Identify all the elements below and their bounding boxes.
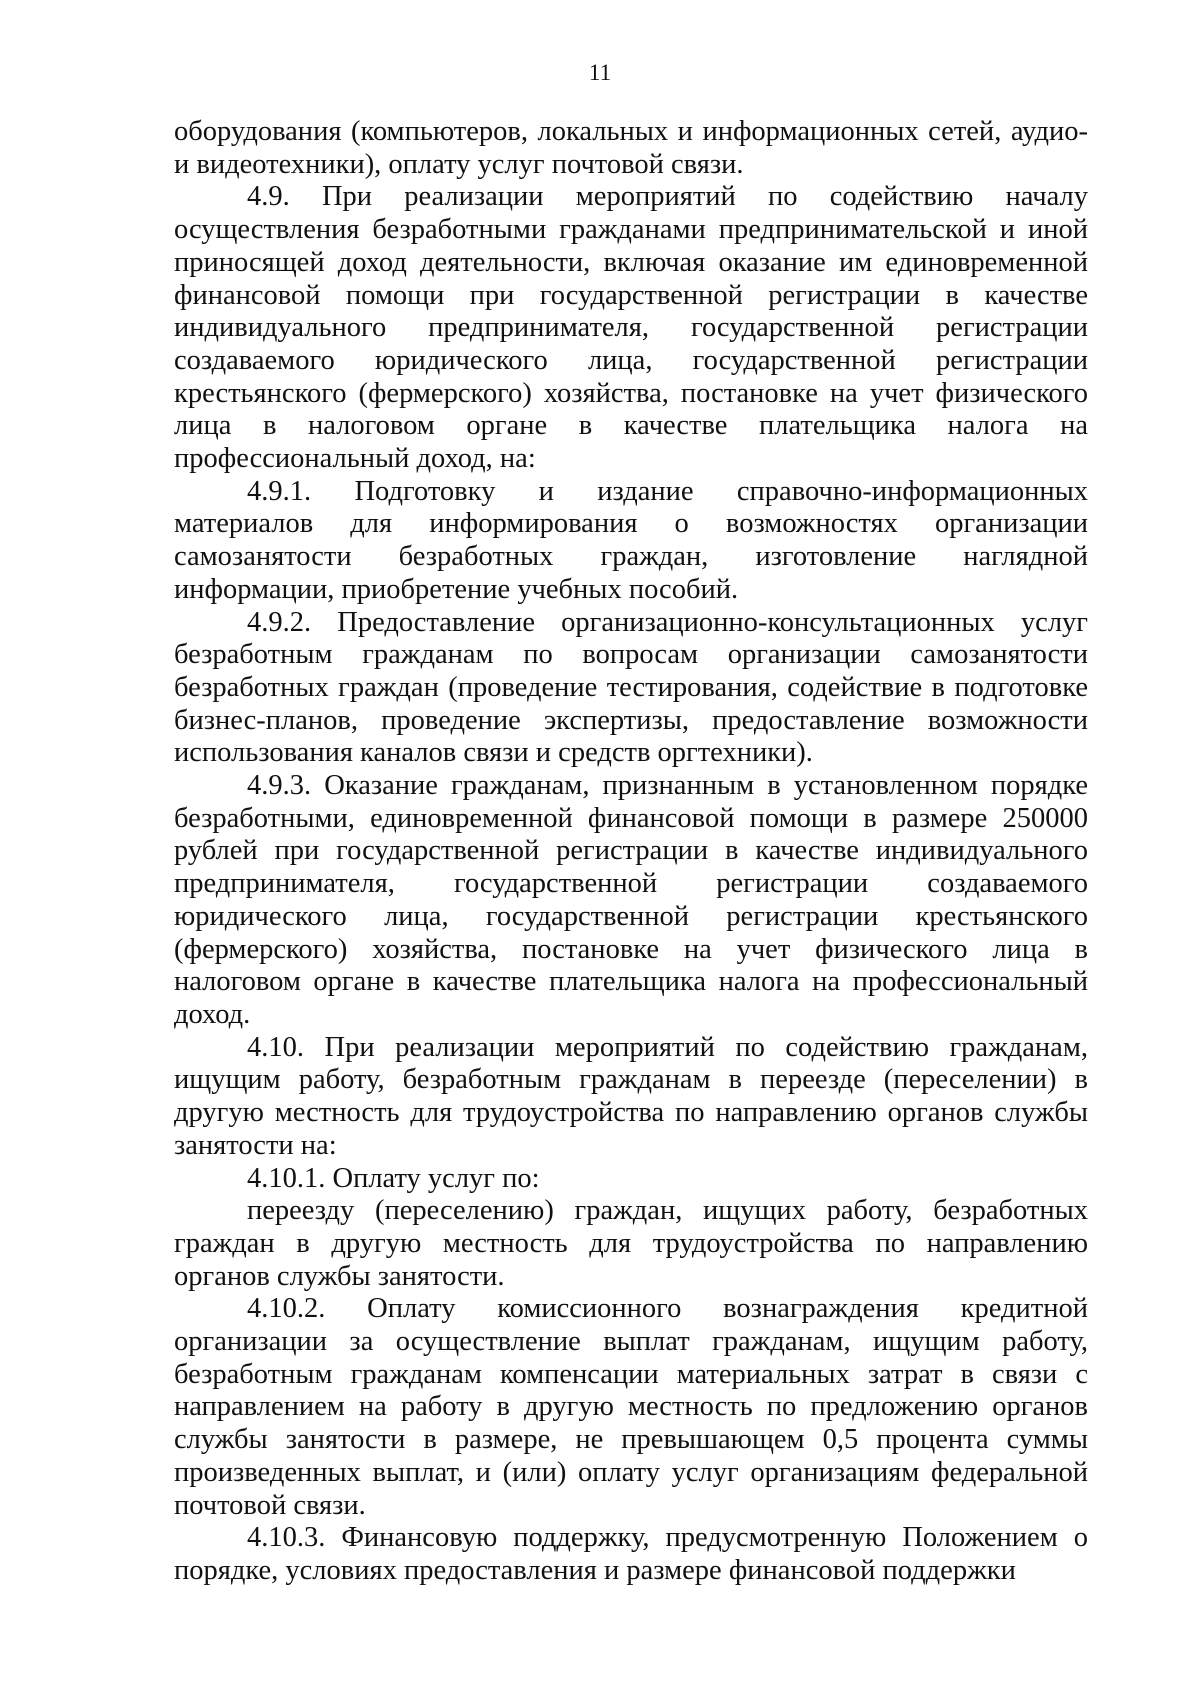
- paragraph-4-10: 4.10. При реализации мероприятий по содействию гражданам, ищущим работу, безработным гражданам в переезде (переселении) в другую местность для трудоустройства по направлению органов службы занятости на:: [174, 1031, 1088, 1161]
- paragraph-4-10-1: 4.10.1. Оплату услуг по:: [247, 1162, 540, 1194]
- page-number: 11: [588, 60, 612, 85]
- paragraph-4-10-3: 4.10.3. Финансовую поддержку, предусмотренную Положением о порядке, условиях предоставления и размере финансовой поддержки: [174, 1522, 1088, 1586]
- paragraph-4-10-1-item: переезду (переселению) граждан, ищущих работу, безработных граждан в другую местность для трудоустройства по направлению органов службы занятости.: [174, 1195, 1088, 1292]
- paragraph-continuation: оборудования (компьютеров, локальных и информационных сетей, аудио- и видеотехники), оплату услуг почтовой связи.: [174, 116, 1088, 180]
- paragraph-4-9-2: 4.9.2. Предоставление организационно-консультационных услуг безработным гражданам по вопросам организации самозанятости безработных граждан (проведение тестирования, содействие в подготовке бизнес-планов, проведение экспертизы, предоставление возможности использования каналов связи и средств оргтехники).: [174, 606, 1088, 769]
- paragraph-4-9-1: 4.9.1. Подготовку и издание справочно-информационных материалов для информирования о возможностях организации самозанятости безработных граждан, изготовление наглядной информации, приобретение учебных пособий.: [174, 475, 1088, 605]
- paragraph-4-9: 4.9. При реализации мероприятий по содействию началу осуществления безработными гражданами предпринимательской и иной приносящей доход деятельности, включая оказание им единовременной финансовой помощи при государственной регистрации в качестве индивидуального предпринимателя, государственной регистрации создаваемого юридического лица, государственной регистрации крестьянского (фермерского) хозяйства, постановке на учет физического лица в налоговом органе в качестве плательщика налога на профессиональный доход, на:: [174, 181, 1088, 475]
- paragraph-4-10-2: 4.10.2. Оплату комиссионного вознаграждения кредитной организации за осуществление выплат гражданам, ищущим работу, безработным гражданам компенсации материальных затрат в связи с направлением на работу в другую местность по предложению органов службы занятости в размере, не превышающем 0,5 процента суммы произведенных выплат, и (или) оплату услуг организациям федеральной почтовой связи.: [174, 1293, 1088, 1521]
- document-body: [174, 116, 1088, 1588]
- paragraph-4-9-3: 4.9.3. Оказание гражданам, признанным в установленном порядке безработными, единовременной финансовой помощи в размере 250000 рублей при государственной регистрации в качестве индивидуального предпринимателя, государственной регистрации создаваемого юридического лица, государственной регистрации крестьянского (фермерского) хозяйства, постановке на учет физического лица в налоговом органе в качестве плательщика налога на профессиональный доход.: [174, 770, 1088, 1030]
